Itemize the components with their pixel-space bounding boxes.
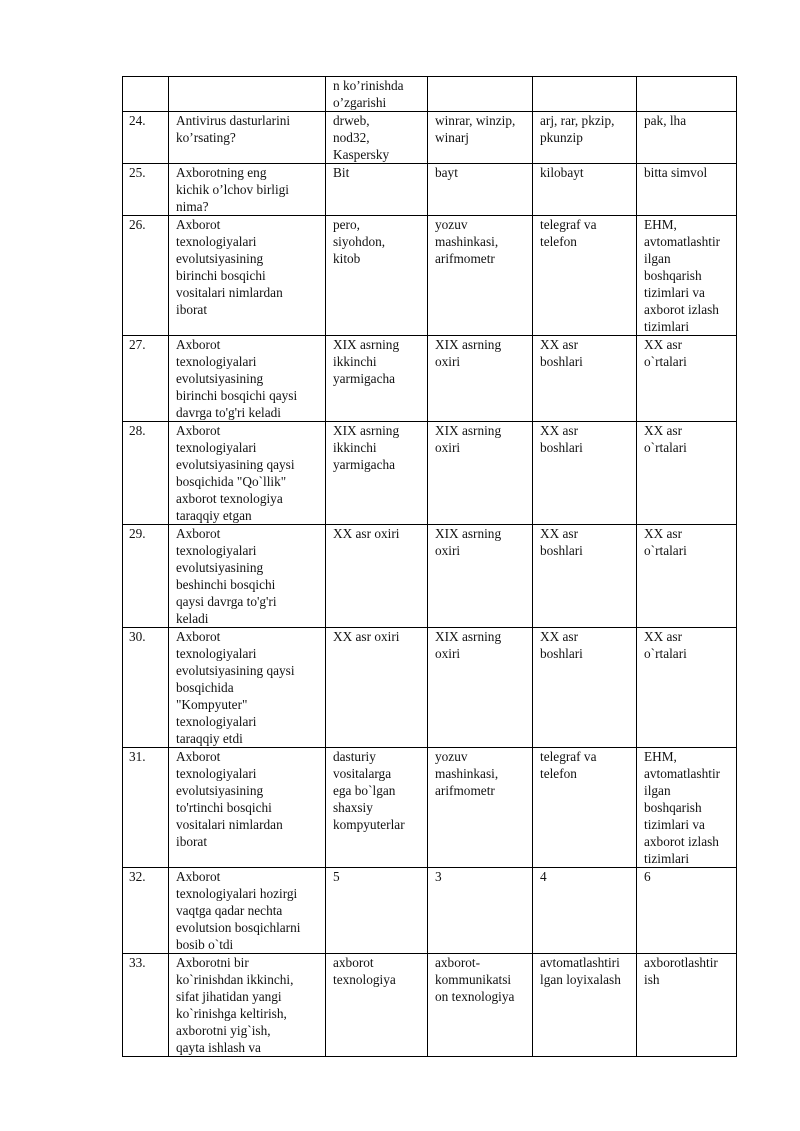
- answer-a: dasturiy vositalarga ega bo`lgan shaxsiy kompyuterlar: [333, 749, 405, 832]
- answer-b: yozuv mashinkasi, arifmometr: [435, 749, 499, 798]
- answer-b-cell: [428, 216, 533, 336]
- answer-c-cell: [533, 112, 637, 164]
- question-number: 25.: [129, 165, 146, 180]
- table-row: [123, 525, 737, 628]
- answer-c: kilobayt: [540, 165, 584, 180]
- answer-d: XX asr o`rtalari: [644, 629, 687, 661]
- answer-c: XX asr boshlari: [540, 423, 583, 455]
- answer-b-cell: [428, 336, 533, 422]
- answer-d: 6: [644, 869, 651, 884]
- question-text: Axborotni bir ko`rinishdan ikkinchi, sifat jihatidan yangi ko`rinishga keltirish, axborotni yig`ish, qayta ishlash va: [176, 955, 294, 1055]
- answer-c: arj, rar, pkzip, pkunzip: [540, 113, 615, 145]
- question-number-cell: [123, 422, 169, 525]
- question-cell: [169, 216, 326, 336]
- answer-a-cell: [326, 422, 428, 525]
- answer-d: XX asr o`rtalari: [644, 526, 687, 558]
- question-number: 24.: [129, 113, 146, 128]
- answer-c: XX asr boshlari: [540, 629, 583, 661]
- answer-a: XIX asrning ikkinchi yarmigacha: [333, 337, 400, 386]
- answer-d: pak, lha: [644, 113, 687, 128]
- answer-d-cell: [637, 954, 737, 1057]
- question-text: Axborot texnologiyalari evolutsiyasining qaysi bosqichida "Qo`llik" axborot texnologiya taraqqiy etgan: [176, 423, 295, 523]
- answer-a: n ko’rinishda o’zgarishi: [333, 78, 404, 110]
- answer-b: XIX asrning oxiri: [435, 526, 502, 558]
- answer-b-cell: [428, 112, 533, 164]
- answer-c: telegraf va telefon: [540, 217, 597, 249]
- table-row: [123, 868, 737, 954]
- question-cell: [169, 164, 326, 216]
- answer-c-cell: [533, 628, 637, 748]
- answer-a: Bit: [333, 165, 350, 180]
- answer-b-cell: [428, 868, 533, 954]
- answer-a-cell: [326, 954, 428, 1057]
- table-row: [123, 77, 737, 112]
- question-text: Axborot texnologiyalari evolutsiyasining birinchi bosqichi qaysi davrga to'g'ri keladi: [176, 337, 298, 420]
- table-row: [123, 954, 737, 1057]
- answer-a: 5: [333, 869, 340, 884]
- answer-d-cell: [637, 216, 737, 336]
- question-text: Axborot texnologiyalari evolutsiyasining to'rtinchi bosqichi vositalari nimlardan iborat: [176, 749, 283, 849]
- answer-c: 4: [540, 869, 547, 884]
- answer-a-cell: [326, 77, 428, 112]
- answer-b: XIX asrning oxiri: [435, 423, 502, 455]
- answer-b: axborot- kommunikatsi on texnologiya: [435, 955, 515, 1004]
- answer-b-cell: [428, 954, 533, 1057]
- table-row: [123, 216, 737, 336]
- answer-b: 3: [435, 869, 442, 884]
- question-cell: [169, 628, 326, 748]
- answer-a: XX asr oxiri: [333, 629, 400, 644]
- answer-d-cell: [637, 628, 737, 748]
- question-number: 26.: [129, 217, 146, 232]
- answer-b: XIX asrning oxiri: [435, 337, 502, 369]
- question-cell: [169, 748, 326, 868]
- question-number-cell: [123, 77, 169, 112]
- table-row: [123, 112, 737, 164]
- answer-c-cell: [533, 422, 637, 525]
- answer-b-cell: [428, 525, 533, 628]
- answer-b-cell: [428, 422, 533, 525]
- answer-c-cell: [533, 868, 637, 954]
- answer-a-cell: [326, 216, 428, 336]
- question-number-cell: [123, 525, 169, 628]
- question-number-cell: [123, 112, 169, 164]
- answer-d-cell: [637, 748, 737, 868]
- answer-c-cell: [533, 77, 637, 112]
- question-number: 27.: [129, 337, 146, 352]
- answer-c-cell: [533, 164, 637, 216]
- answer-b: yozuv mashinkasi, arifmometr: [435, 217, 499, 266]
- question-text: Axborot texnologiyalari evolutsiyasining birinchi bosqichi vositalari nimlardan iborat: [176, 217, 283, 317]
- question-cell: [169, 422, 326, 525]
- question-cell: [169, 77, 326, 112]
- answer-a-cell: [326, 164, 428, 216]
- question-number: 30.: [129, 629, 146, 644]
- answer-a-cell: [326, 525, 428, 628]
- question-number: 31.: [129, 749, 146, 764]
- answer-a: XX asr oxiri: [333, 526, 400, 541]
- table-row: [123, 164, 737, 216]
- question-number-cell: [123, 336, 169, 422]
- answer-d: EHM, avtomatlashtir ilgan boshqarish tizimlari va axborot izlash tizimlari: [644, 217, 721, 334]
- answer-a: pero, siyohdon, kitob: [333, 217, 386, 266]
- answer-b: XIX asrning oxiri: [435, 629, 502, 661]
- answer-c: XX asr boshlari: [540, 337, 583, 369]
- answer-d-cell: [637, 77, 737, 112]
- question-number-cell: [123, 954, 169, 1057]
- answer-c-cell: [533, 954, 637, 1057]
- answer-c-cell: [533, 336, 637, 422]
- table-row: [123, 628, 737, 748]
- quiz-table: [122, 76, 737, 1057]
- answer-d-cell: [637, 112, 737, 164]
- answer-b-cell: [428, 748, 533, 868]
- answer-d: XX asr o`rtalari: [644, 423, 687, 455]
- question-number-cell: [123, 164, 169, 216]
- answer-c-cell: [533, 748, 637, 868]
- answer-d: axborotlashtir ish: [644, 955, 718, 987]
- answer-d-cell: [637, 164, 737, 216]
- question-text: Axborot texnologiyalari evolutsiyasining qaysi bosqichida "Kompyuter" texnologiyalari taraqqiy etdi: [176, 629, 295, 746]
- question-number: 29.: [129, 526, 146, 541]
- answer-a-cell: [326, 628, 428, 748]
- answer-d-cell: [637, 525, 737, 628]
- question-text: Antivirus dasturlarini ko’rsating?: [176, 113, 291, 145]
- question-cell: [169, 868, 326, 954]
- answer-c-cell: [533, 525, 637, 628]
- question-number-cell: [123, 868, 169, 954]
- answer-b-cell: [428, 77, 533, 112]
- question-cell: [169, 112, 326, 164]
- answer-c: telegraf va telefon: [540, 749, 597, 781]
- question-cell: [169, 525, 326, 628]
- answer-d: bitta simvol: [644, 165, 708, 180]
- table-row: [123, 748, 737, 868]
- answer-b-cell: [428, 628, 533, 748]
- answer-b-cell: [428, 164, 533, 216]
- question-number: 33.: [129, 955, 146, 970]
- answer-a: drweb, nod32, Kaspersky: [333, 113, 390, 162]
- answer-c: XX asr boshlari: [540, 526, 583, 558]
- question-text: Axborot texnologiyalari hozirgi vaqtga qadar nechta evolutsion bosqichlarni bosib o`tdi: [176, 869, 301, 952]
- answer-a-cell: [326, 336, 428, 422]
- answer-d-cell: [637, 336, 737, 422]
- answer-a-cell: [326, 748, 428, 868]
- answer-b: winrar, winzip, winarj: [435, 113, 516, 145]
- question-number-cell: [123, 748, 169, 868]
- answer-d: EHM, avtomatlashtir ilgan boshqarish tizimlari va axborot izlash tizimlari: [644, 749, 721, 866]
- answer-c-cell: [533, 216, 637, 336]
- table-row: [123, 422, 737, 525]
- answer-a: XIX asrning ikkinchi yarmigacha: [333, 423, 400, 472]
- answer-a-cell: [326, 112, 428, 164]
- answer-d-cell: [637, 868, 737, 954]
- question-cell: [169, 954, 326, 1057]
- table-row: [123, 336, 737, 422]
- answer-a: axborot texnologiya: [333, 955, 396, 987]
- answer-c: avtomatlashtiri lgan loyixalash: [540, 955, 621, 987]
- answer-d: XX asr o`rtalari: [644, 337, 687, 369]
- question-cell: [169, 336, 326, 422]
- question-text: Axborotning eng kichik o’lchov birligi nima?: [176, 165, 290, 214]
- answer-d-cell: [637, 422, 737, 525]
- answer-b: bayt: [435, 165, 458, 180]
- answer-a-cell: [326, 868, 428, 954]
- question-number-cell: [123, 628, 169, 748]
- question-number-cell: [123, 216, 169, 336]
- question-number: 32.: [129, 869, 146, 884]
- question-number: 28.: [129, 423, 146, 438]
- question-text: Axborot texnologiyalari evolutsiyasining beshinchi bosqichi qaysi davrga to'g'ri keladi: [176, 526, 277, 626]
